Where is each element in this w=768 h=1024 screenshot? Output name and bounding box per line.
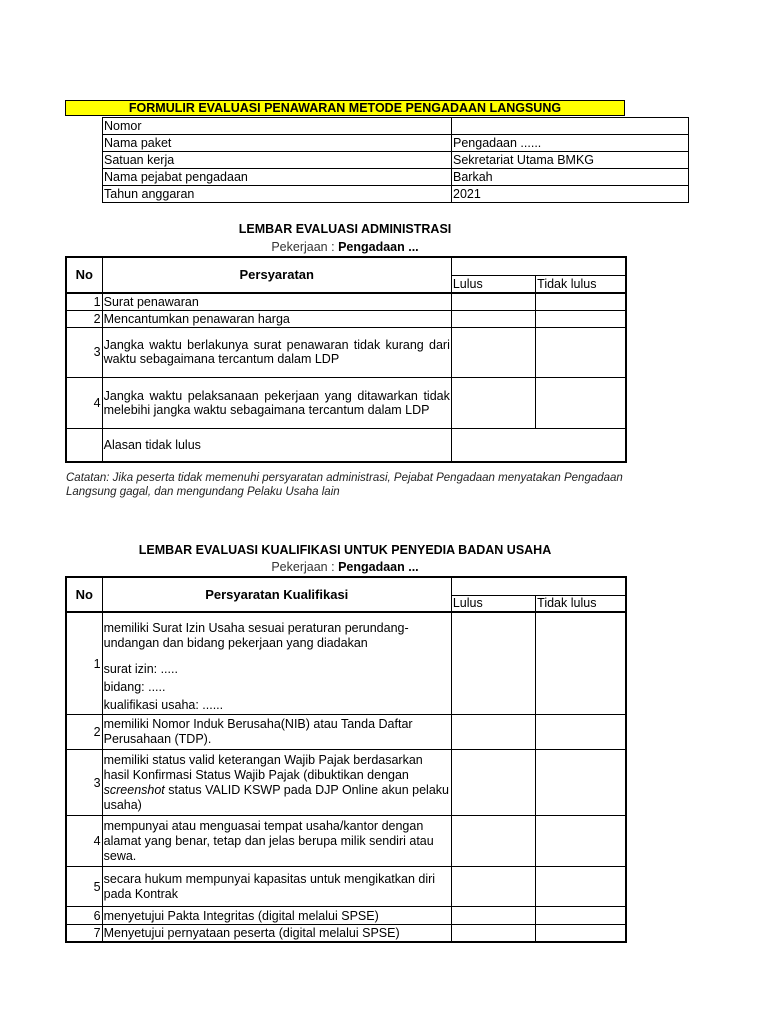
qual-col-no: No: [66, 577, 102, 612]
admin-row: [66, 310, 626, 327]
form-title: FORMULIR EVALUASI PENAWARAN METODE PENGADAAN LANGSUNG: [65, 100, 625, 116]
info-value: 2021: [452, 186, 689, 203]
qual-fail-cell[interactable]: [536, 816, 626, 867]
admin-fail-cell[interactable]: [536, 377, 626, 428]
admin-col-fail: Tidak lulus: [536, 275, 626, 293]
admin-header-row-top: [66, 257, 626, 275]
qual-row-no: 1: [66, 612, 102, 715]
admin-col-pass: Lulus: [451, 275, 535, 293]
qual-row: [66, 612, 626, 715]
qual-col-result: [451, 577, 626, 595]
qual-row-text: mempunyai atau menguasai tempat usaha/kantor dengan alamat yang benar, tetap dan jelas berupa milik sendiri atau sewa.: [102, 816, 451, 867]
info-label: Nama paket: [103, 135, 452, 152]
qual-eval-table: [65, 576, 627, 943]
qual-row3-text-em: screenshot: [103, 782, 165, 797]
qual-col-req: Persyaratan Kualifikasi: [102, 577, 451, 612]
admin-note: Catatan: Jika peserta tidak memenuhi persyaratan administrasi, Pejabat Pengadaan menyatakan Pengadaan Langsung gagal, dan mengundang Pelaku Usaha lain: [66, 472, 623, 498]
qual-col-pass: Lulus: [451, 595, 535, 612]
qual-row-text: [102, 612, 451, 715]
qual-pass-cell[interactable]: [451, 816, 535, 867]
admin-fail-cell[interactable]: [536, 327, 626, 377]
qual-row3-text-a: memiliki status valid keterangan Wajib Pajak berdasarkan hasil Konfirmasi Status Wajib Pajak (dibuktikan dengan: [103, 752, 423, 782]
admin-reason-label: Alasan tidak lulus: [102, 428, 451, 462]
qual-section-title: LEMBAR EVALUASI KUALIFIKASI UNTUK PENYEDIA BADAN USAHA: [138, 543, 552, 557]
admin-row-no: 3: [66, 327, 102, 377]
info-table: [102, 117, 689, 203]
admin-pass-cell[interactable]: [451, 377, 535, 428]
admin-row: [66, 377, 626, 428]
admin-row-no: 2: [66, 310, 102, 327]
qual-row-no: 3: [66, 750, 102, 816]
qual-row-text: [102, 750, 451, 816]
info-label: Nomor: [103, 118, 452, 135]
admin-row-text: Jangka waktu berlakunya surat penawaran tidak kurang dari waktu sebagaimana tercantum dalam LDP: [102, 327, 451, 377]
qual-row-no: 2: [66, 715, 102, 750]
admin-sub-value: Pengadaan ...: [338, 240, 419, 254]
qual-row-no: 6: [66, 907, 102, 925]
qual-pass-cell[interactable]: [451, 750, 535, 816]
qual-fail-cell[interactable]: [536, 867, 626, 907]
admin-row: [66, 327, 626, 377]
info-row-nama-paket: [103, 135, 689, 152]
qual-row-text: secara hukum mempunyai kapasitas untuk mengikatkan diri pada Kontrak: [102, 867, 451, 907]
qual-row-izin: surat izin: .....: [103, 662, 178, 676]
admin-pass-cell[interactable]: [451, 310, 535, 327]
qual-pass-cell[interactable]: [451, 715, 535, 750]
qual-row: [66, 715, 626, 750]
qual-row: [66, 867, 626, 907]
admin-row-no: 1: [66, 293, 102, 310]
admin-fail-cell[interactable]: [536, 310, 626, 327]
admin-row-text: Jangka waktu pelaksanaan pekerjaan yang ditawarkan tidak melebihi jangka waktu sebagaimana tercantum dalam LDP: [102, 377, 451, 428]
qual-header-row-top: [66, 577, 626, 595]
qual-row-desc: memiliki Surat Izin Usaha sesuai peraturan perundang-undangan dan bidang pekerjaan yang diadakan: [103, 621, 409, 650]
admin-reason-row: [66, 428, 626, 462]
admin-fail-cell[interactable]: [536, 293, 626, 310]
qual-col-fail: Tidak lulus: [536, 595, 626, 612]
admin-pass-cell[interactable]: [451, 327, 535, 377]
qual-fail-cell[interactable]: [536, 750, 626, 816]
admin-section-subtitle: [0, 240, 690, 254]
qual-sub-value: Pengadaan ...: [338, 560, 419, 574]
admin-reason-cell[interactable]: [451, 428, 626, 462]
qual-row-text: menyetujui Pakta Integritas (digital melalui SPSE): [102, 907, 451, 925]
qual-row-bidang: bidang: .....: [103, 680, 166, 694]
admin-row: [66, 293, 626, 310]
qual-row-no: 5: [66, 867, 102, 907]
qual-pass-cell[interactable]: [451, 925, 535, 942]
qual-fail-cell[interactable]: [536, 907, 626, 925]
info-label: Nama pejabat pengadaan: [103, 169, 452, 186]
info-row-tahun: [103, 186, 689, 203]
admin-sub-label: Pekerjaan :: [271, 240, 339, 254]
admin-row-text: Mencantumkan penawaran harga: [102, 310, 451, 327]
qual-section-subtitle: [0, 560, 690, 574]
qual-row3-text-b: status VALID KSWP pada DJP Online akun pelaku usaha): [103, 782, 449, 812]
admin-col-result: [451, 257, 626, 275]
qual-row-text: Menyetujui pernyataan peserta (digital melalui SPSE): [102, 925, 451, 942]
admin-col-no: No: [66, 257, 102, 293]
qual-fail-cell[interactable]: [536, 715, 626, 750]
qual-row: [66, 750, 626, 816]
admin-pass-cell[interactable]: [451, 293, 535, 310]
qual-fail-cell[interactable]: [536, 925, 626, 942]
info-label: Satuan kerja: [103, 152, 452, 169]
qual-sub-label: Pekerjaan :: [271, 560, 339, 574]
qual-row: [66, 925, 626, 942]
info-value: Sekretariat Utama BMKG: [452, 152, 689, 169]
info-row-nomor: [103, 118, 689, 135]
qual-row-no: 4: [66, 816, 102, 867]
info-label: Tahun anggaran: [103, 186, 452, 203]
admin-row-text: Surat penawaran: [102, 293, 451, 310]
info-row-pejabat: [103, 169, 689, 186]
info-value: Pengadaan ......: [452, 135, 689, 152]
qual-pass-cell[interactable]: [451, 907, 535, 925]
admin-section-title: LEMBAR EVALUASI ADMINISTRASI: [238, 222, 452, 236]
info-value: Barkah: [452, 169, 689, 186]
info-row-satuan-kerja: [103, 152, 689, 169]
admin-col-req: Persyaratan: [102, 257, 451, 293]
qual-pass-cell[interactable]: [451, 867, 535, 907]
qual-pass-cell[interactable]: [451, 612, 535, 715]
qual-row-no: 7: [66, 925, 102, 942]
qual-row: [66, 816, 626, 867]
qual-row-kualifikasi: kualifikasi usaha: ......: [103, 698, 224, 712]
admin-reason-no: [66, 428, 102, 462]
qual-row-text: memiliki Nomor Induk Berusaha(NIB) atau Tanda Daftar Perusahaan (TDP).: [102, 715, 451, 750]
qual-fail-cell[interactable]: [536, 612, 626, 715]
qual-row: [66, 907, 626, 925]
admin-row-no: 4: [66, 377, 102, 428]
admin-eval-table: [65, 256, 627, 463]
info-value: [452, 118, 689, 135]
